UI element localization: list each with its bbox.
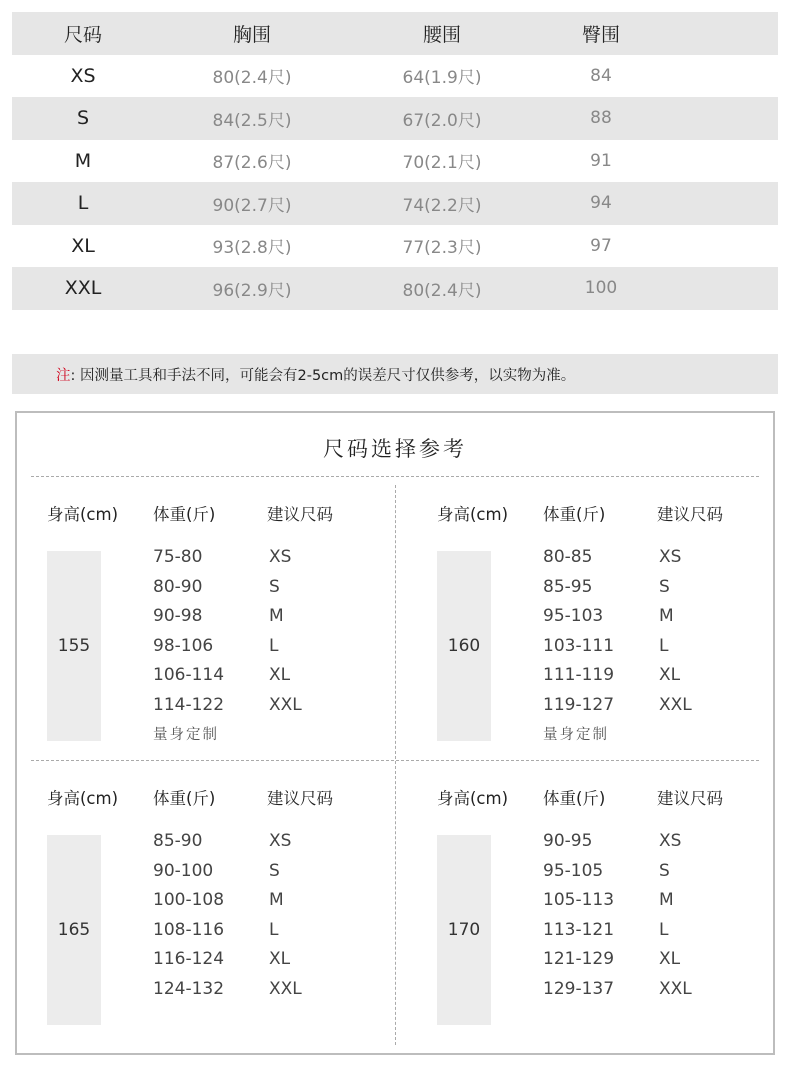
suggested-size: XS <box>269 831 292 851</box>
weight-range: 124-132 <box>153 978 225 999</box>
suggested-size: XS <box>269 547 292 567</box>
suggested-size: M <box>269 606 284 626</box>
height-group-155 <box>31 501 409 781</box>
size-cell: XL <box>71 234 95 257</box>
column-weight-label: 体重(斤) <box>543 505 606 524</box>
suggested-size: S <box>269 860 280 881</box>
bust-cell: 87(2.6尺) <box>212 153 292 174</box>
note-label: 注 <box>56 367 71 384</box>
hip-cell: 94 <box>590 193 612 214</box>
suggested-size: M <box>269 890 284 910</box>
suggested-size: S <box>269 576 280 597</box>
list-item <box>31 606 409 636</box>
bust-cell: 93(2.8尺) <box>212 238 292 259</box>
list-item <box>31 577 409 607</box>
custom-made-note: 量身定制 <box>543 727 609 743</box>
suggested-size: XL <box>659 665 681 685</box>
weight-range: 95-103 <box>543 606 604 626</box>
weight-range: 114-122 <box>153 694 225 715</box>
height-group-170 <box>421 785 790 1065</box>
suggested-size: XL <box>269 949 291 969</box>
weight-range: 98-106 <box>153 635 214 656</box>
hip-cell: 100 <box>584 278 618 299</box>
suggested-size: XXL <box>269 978 302 999</box>
weight-range: 80-90 <box>153 576 203 597</box>
list-item <box>421 890 790 920</box>
weight-range: 95-105 <box>543 860 604 881</box>
suggested-size: XXL <box>659 694 692 715</box>
column-height-label: 身高(cm) <box>47 789 119 808</box>
bust-cell: 90(2.7尺) <box>212 195 292 216</box>
column-height-label: 身高(cm) <box>437 505 509 524</box>
list-item <box>421 949 790 979</box>
weight-range: 113-121 <box>543 919 615 940</box>
column-weight-label: 体重(斤) <box>153 505 216 524</box>
list-item <box>31 861 409 891</box>
weight-range: 85-90 <box>153 831 203 851</box>
column-size-label: 建议尺码 <box>657 505 723 524</box>
column-height-label: 身高(cm) <box>47 505 119 524</box>
waist-cell: 70(2.1尺) <box>402 153 482 174</box>
column-weight-label: 体重(斤) <box>543 789 606 808</box>
hip-cell: 97 <box>590 235 612 256</box>
list-item <box>421 920 790 950</box>
list-item <box>31 636 409 666</box>
list-item <box>31 665 409 695</box>
bust-cell: 96(2.9尺) <box>212 280 292 301</box>
header-bust: 胸围 <box>232 23 271 46</box>
list-item <box>421 606 790 636</box>
weight-range: 90-100 <box>153 860 214 881</box>
table-row <box>12 55 778 98</box>
hip-cell: 88 <box>590 108 612 129</box>
weight-range: 85-95 <box>543 576 593 597</box>
column-size-label: 建议尺码 <box>267 505 333 524</box>
weight-range: 100-108 <box>153 890 225 910</box>
size-cell: XXL <box>64 277 102 300</box>
list-item <box>421 861 790 891</box>
suggested-size: L <box>269 635 279 656</box>
height-group-165 <box>31 785 409 1065</box>
suggested-size: M <box>659 606 674 626</box>
column-size-label: 建议尺码 <box>267 789 333 808</box>
weight-range: 106-114 <box>153 665 225 685</box>
list-item <box>421 547 790 577</box>
hip-cell: 91 <box>590 150 612 171</box>
weight-range: 116-124 <box>153 949 225 969</box>
weight-range: 103-111 <box>543 635 615 656</box>
waist-cell: 74(2.2尺) <box>402 195 482 216</box>
waist-cell: 77(2.3尺) <box>402 238 482 259</box>
weight-range: 129-137 <box>543 978 615 999</box>
column-weight-label: 体重(斤) <box>153 789 216 808</box>
list-item <box>421 831 790 861</box>
list-item <box>31 695 409 725</box>
list-item <box>31 949 409 979</box>
list-item <box>421 665 790 695</box>
list-item <box>421 695 790 725</box>
list-item <box>421 636 790 666</box>
suggested-size: M <box>659 890 674 910</box>
weight-range: 105-113 <box>543 890 615 910</box>
suggested-size: XS <box>659 831 682 851</box>
list-item <box>31 890 409 920</box>
weight-range: 75-80 <box>153 547 203 567</box>
suggested-size: XL <box>659 949 681 969</box>
weight-range: 121-129 <box>543 949 615 969</box>
header-hip: 臀围 <box>581 23 620 46</box>
height-value: 160 <box>437 551 491 741</box>
weight-range: 80-85 <box>543 547 593 567</box>
hip-cell: 84 <box>590 65 612 86</box>
suggested-size: XXL <box>269 694 302 715</box>
weight-range: 119-127 <box>543 694 615 715</box>
waist-cell: 80(2.4尺) <box>402 280 482 301</box>
table-row <box>12 182 778 225</box>
column-size-label: 建议尺码 <box>657 789 723 808</box>
suggested-size: S <box>659 576 670 597</box>
divider-top <box>31 476 759 477</box>
header-waist: 腰围 <box>422 23 461 46</box>
size-cell: M <box>74 149 92 172</box>
height-value: 155 <box>47 551 101 741</box>
size-cell: XS <box>70 64 96 87</box>
table-row <box>12 140 778 183</box>
suggested-size: S <box>659 860 670 881</box>
height-value: 165 <box>47 835 101 1025</box>
header-size: 尺码 <box>63 23 102 46</box>
suggested-size: L <box>659 919 669 940</box>
table-row <box>12 225 778 268</box>
height-value: 170 <box>437 835 491 1025</box>
measurement-note <box>12 354 778 394</box>
suggested-size: L <box>659 635 669 656</box>
list-item <box>421 979 790 1009</box>
weight-range: 111-119 <box>543 665 615 685</box>
list-item <box>31 979 409 1009</box>
waist-cell: 67(2.0尺) <box>402 110 482 131</box>
weight-range: 90-98 <box>153 606 203 626</box>
suggested-size: XL <box>269 665 291 685</box>
height-group-160 <box>421 501 790 781</box>
weight-range: 108-116 <box>153 919 225 940</box>
list-item <box>421 577 790 607</box>
list-item <box>31 547 409 577</box>
weight-range: 90-95 <box>543 831 593 851</box>
size-table-header <box>12 12 778 55</box>
list-item <box>31 920 409 950</box>
list-item <box>31 831 409 861</box>
recommendation-title: 尺码选择参考 <box>323 437 467 461</box>
size-cell: S <box>76 107 90 130</box>
waist-cell: 64(1.9尺) <box>402 68 482 89</box>
custom-made-note: 量身定制 <box>153 727 219 743</box>
size-recommendation-panel <box>15 411 775 1055</box>
suggested-size: L <box>269 919 279 940</box>
bust-cell: 80(2.4尺) <box>212 68 292 89</box>
suggested-size: XS <box>659 547 682 567</box>
column-height-label: 身高(cm) <box>437 789 509 808</box>
table-row <box>12 97 778 140</box>
note-text: : 因测量工具和手法不同，可能会有2-5cm的误差尺寸仅供参考，以实物为准。 <box>70 367 576 384</box>
suggested-size: XXL <box>659 978 692 999</box>
bust-cell: 84(2.5尺) <box>212 110 292 131</box>
table-row <box>12 267 778 310</box>
size-table <box>12 12 778 310</box>
size-cell: L <box>77 192 89 215</box>
